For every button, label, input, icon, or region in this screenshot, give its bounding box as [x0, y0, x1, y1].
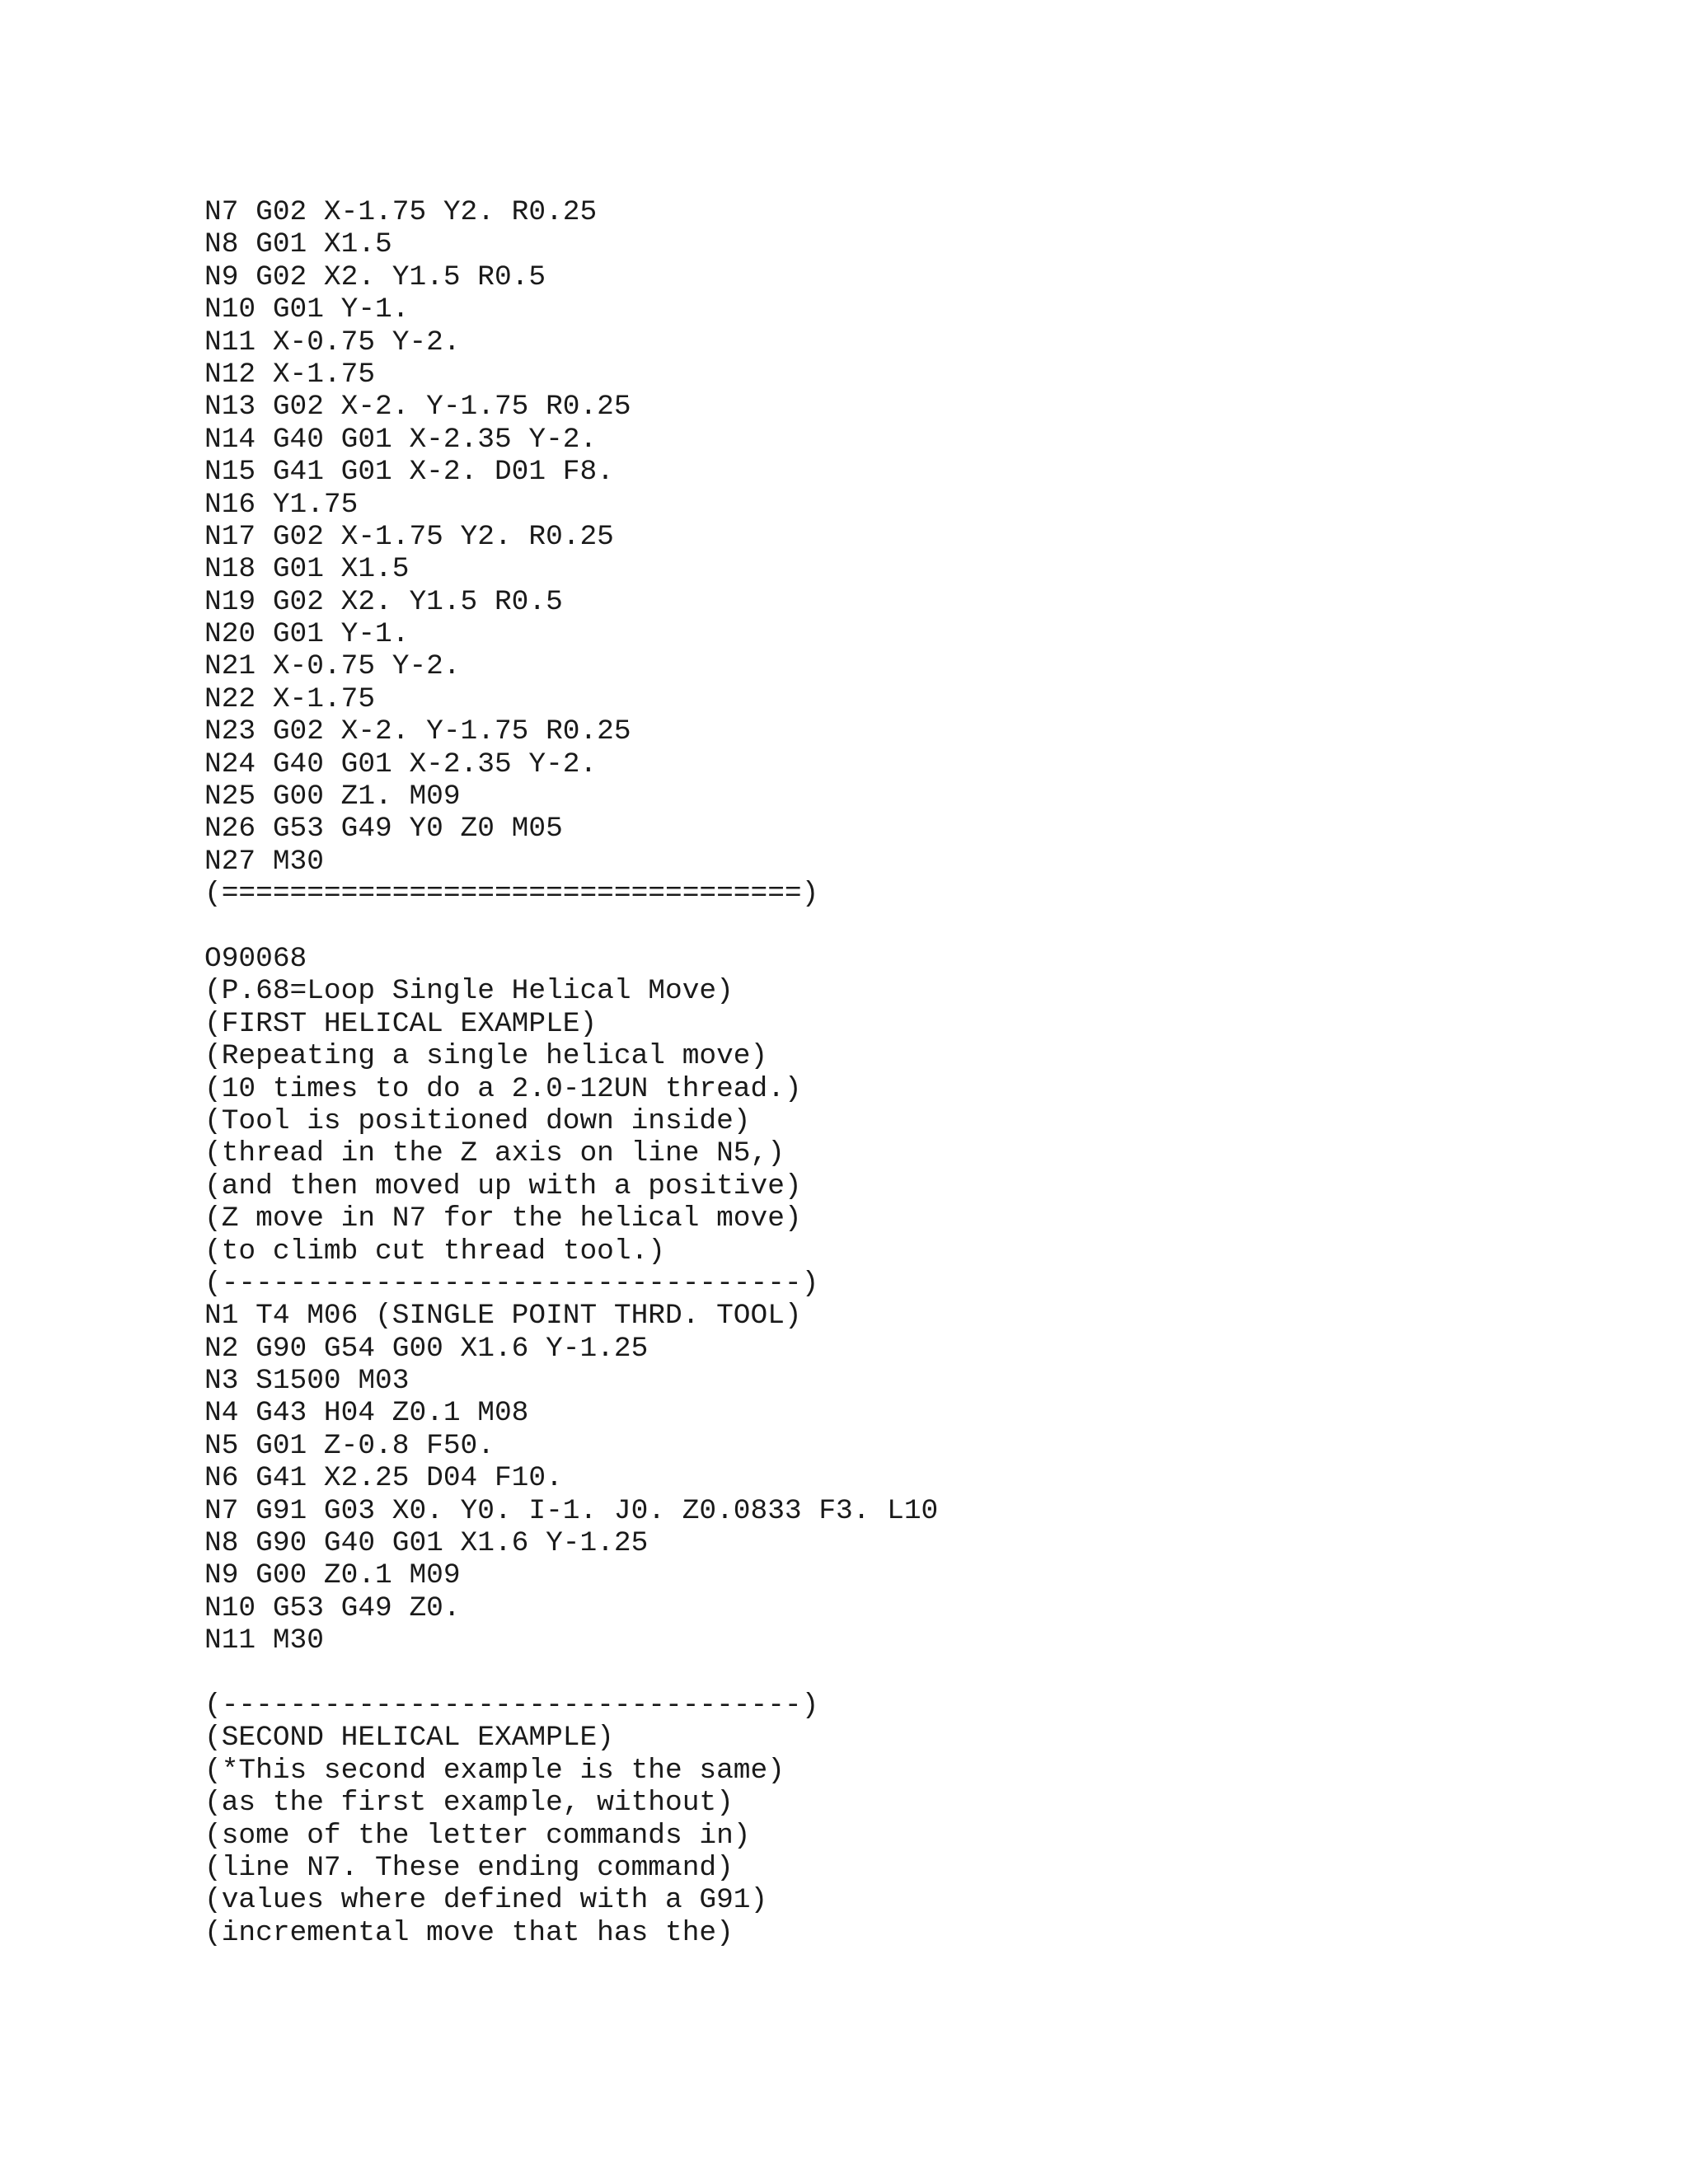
code-line: N4 G43 H04 Z0.1 M08 — [204, 1397, 529, 1430]
code-line: N18 G01 X1.5 — [204, 553, 410, 586]
blank-line — [204, 911, 938, 943]
code-line: N10 G01 Y-1. — [204, 293, 410, 326]
code-line: N23 G02 X-2. Y-1.75 R0.25 — [204, 715, 631, 748]
code-line: N11 M30 — [204, 1624, 324, 1657]
code-line: (SECOND HELICAL EXAMPLE) — [204, 1722, 614, 1755]
code-line: N17 G02 X-1.75 Y2. R0.25 — [204, 520, 614, 553]
code-line: (to climb cut thread tool.) — [204, 1235, 665, 1268]
code-line: N22 X-1.75 — [204, 682, 376, 715]
code-line: (Tool is positioned down inside) — [204, 1104, 751, 1137]
code-line: O90068 — [204, 942, 307, 975]
code-line: (==================================) — [204, 878, 819, 911]
code-line: (Repeating a single helical move) — [204, 1040, 768, 1073]
code-line: N26 G53 G49 Y0 Z0 M05 — [204, 813, 563, 846]
code-line: N10 G53 G49 Z0. — [204, 1591, 461, 1624]
code-line: N9 G02 X2. Y1.5 R0.5 — [204, 260, 546, 293]
code-line: N2 G90 G54 G00 X1.6 Y-1.25 — [204, 1332, 649, 1365]
code-line: N9 G00 Z0.1 M09 — [204, 1559, 461, 1592]
code-line: N7 G91 G03 X0. Y0. I-1. J0. Z0.0833 F3. L10 — [204, 1494, 939, 1527]
code-line: N8 G90 G40 G01 X1.6 Y-1.25 — [204, 1527, 649, 1560]
code-line: (line N7. These ending command) — [204, 1851, 734, 1884]
code-line: N3 S1500 M03 — [204, 1365, 410, 1398]
code-line: N27 M30 — [204, 845, 324, 878]
code-line: N16 Y1.75 — [204, 488, 359, 521]
code-line: N12 X-1.75 — [204, 358, 376, 391]
code-line: (----------------------------------) — [204, 1267, 819, 1300]
code-line: N21 X-0.75 Y-2. — [204, 650, 461, 683]
code-line: N19 G02 X2. Y1.5 R0.5 — [204, 585, 563, 618]
code-line: N25 G00 Z1. M09 — [204, 780, 461, 813]
nc-program-listing — [204, 196, 938, 1949]
code-line: N15 G41 G01 X-2. D01 F8. — [204, 456, 614, 489]
code-line: (thread in the Z axis on line N5,) — [204, 1137, 785, 1170]
code-line: (some of the letter commands in) — [204, 1819, 751, 1852]
code-line: N5 G01 Z-0.8 F50. — [204, 1429, 495, 1462]
code-line: (Z move in N7 for the helical move) — [204, 1202, 802, 1235]
code-line: (values where defined with a G91) — [204, 1884, 768, 1917]
code-line: (10 times to do a 2.0-12UN thread.) — [204, 1072, 802, 1105]
code-line: N11 X-0.75 Y-2. — [204, 326, 461, 359]
code-line: (*This second example is the same) — [204, 1754, 785, 1787]
code-line: N14 G40 G01 X-2.35 Y-2. — [204, 423, 598, 456]
code-line: N1 T4 M06 (SINGLE POINT THRD. TOOL) — [204, 1300, 802, 1333]
code-line: N7 G02 X-1.75 Y2. R0.25 — [204, 196, 598, 228]
code-line: (incremental move that has the) — [204, 1916, 734, 1949]
code-line: (as the first example, without) — [204, 1787, 734, 1820]
code-line: (FIRST HELICAL EXAMPLE) — [204, 1007, 598, 1040]
code-line: N6 G41 X2.25 D04 F10. — [204, 1462, 563, 1495]
code-line: N24 G40 G01 X-2.35 Y-2. — [204, 748, 598, 780]
blank-line — [204, 1657, 938, 1690]
code-line: N8 G01 X1.5 — [204, 228, 392, 261]
code-line: N20 G01 Y-1. — [204, 618, 410, 651]
code-line: N13 G02 X-2. Y-1.75 R0.25 — [204, 391, 631, 424]
code-line: (P.68=Loop Single Helical Move) — [204, 975, 734, 1008]
code-line: (and then moved up with a positive) — [204, 1169, 802, 1202]
code-line: (----------------------------------) — [204, 1689, 819, 1722]
